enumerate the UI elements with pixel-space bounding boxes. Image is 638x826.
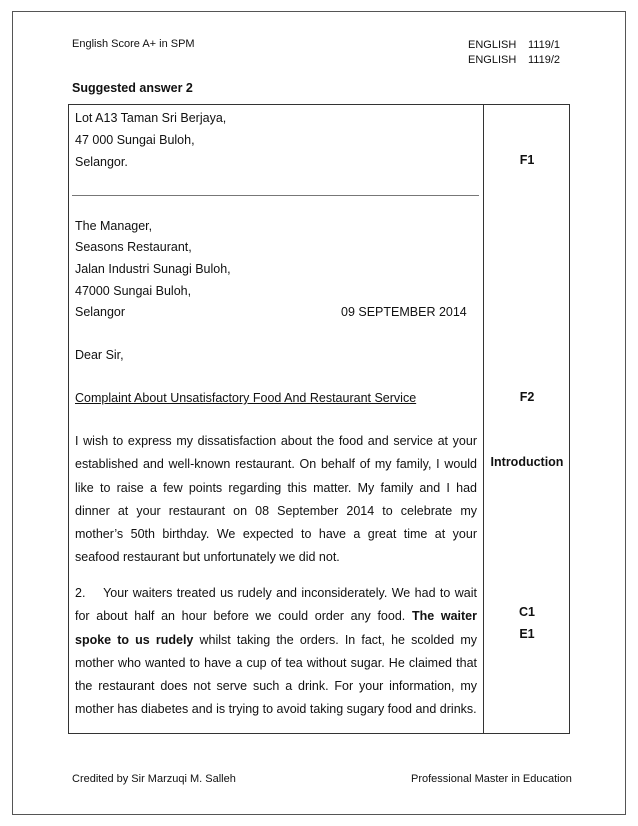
paragraph-introduction: I wish to express my dissatisfaction about the food and service at your established and well-known restaurant. On behalf of my family, I would like to raise a few points regarding this matter. My family and I had dinner at your restaurant on 08 September 2014 to celebrate my mother’s 50th birthday. We expected to have a great time at your seafood restaurant but unfortunately we did not. [75,434,477,565]
header-subject: ENGLISH [468,39,517,51]
letter-date: 09 SEPTEMBER 2014 [341,305,467,319]
header-right [468,38,560,68]
page-title: Suggested answer 2 [72,81,193,95]
label-introduction: Introduction [490,455,564,469]
label-c1: C1 [519,605,535,619]
label-f2: F2 [519,390,535,404]
address-separator [72,195,479,196]
label-e1: E1 [519,627,535,641]
header-row [468,53,560,68]
paragraph-text: Your waiters treated us rudely and inconsiderately. We had to wait for about half an hour before we could order any food. [75,586,477,624]
paragraph-text: whilst taking the orders. In fact, he scolded my mother who wanted to have a cup of tea without sugar. He claimed that the restaurant does not serve such a drink. For your information, my mother has diabetes and is trying to avoid taking sugary food and drinks. [75,632,477,717]
salutation: Dear Sir, [75,348,124,362]
label-f1: F1 [519,153,535,167]
sender-address-line: 47 000 Sungai Buloh, [75,133,195,147]
header-code: 1119/2 [528,54,561,66]
footer-right: Professional Master in Education [411,773,572,785]
recipient-address-line: Selangor [75,305,126,319]
recipient-address-line: The Manager, [75,219,153,233]
header-code: 1119/1 [528,39,561,51]
paragraph-content [75,582,477,722]
sender-address-line: Lot A13 Taman Sri Berjaya, [75,111,227,125]
sender-address-line: Selangor. [75,155,128,169]
subject-line: Complaint About Unsatisfactory Food And Restaurant Service [75,391,417,405]
header-row [468,38,560,53]
recipient-address-line: 47000 Sungai Buloh, [75,284,192,298]
recipient-address-line: Seasons Restaurant, [75,240,192,254]
recipient-address-line: Jalan Industri Sunagi Buloh, [75,262,231,276]
header-subject: ENGLISH [468,54,517,66]
footer-left: Credited by Sir Marzuqi M. Salleh [72,773,236,785]
paragraph-bold-text: The waiter spoke to us rudely [75,609,477,647]
paragraph-number: 2. [75,586,86,600]
header-left: English Score A+ in SPM [72,38,195,50]
